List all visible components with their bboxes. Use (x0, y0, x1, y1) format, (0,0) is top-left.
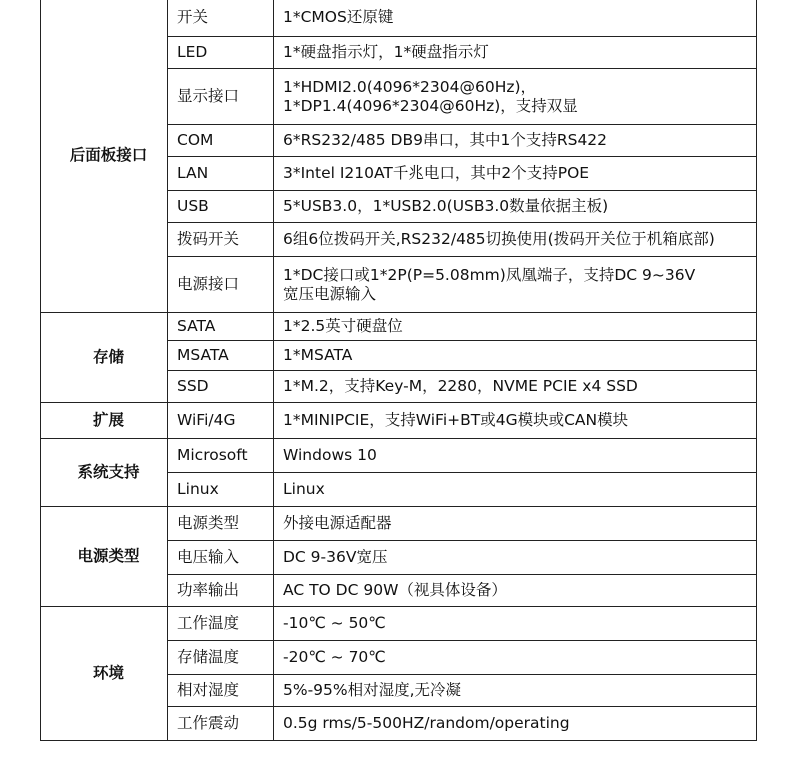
table-row (41, 313, 757, 341)
spec-value-line: Windows 10 (283, 446, 377, 464)
spec-value-line: 1*硬盘指示灯，1*硬盘指示灯 (283, 43, 489, 61)
spec-value (274, 473, 757, 507)
spec-label: 显示接口 (168, 69, 274, 125)
table-row (41, 439, 757, 473)
spec-value-line: 6组6位拨码开关,RS232/485切换使用(拨码开关位于机箱底部) (283, 230, 715, 248)
spec-value-line: 1*2.5英寸硬盘位 (283, 317, 403, 335)
spec-value (274, 403, 757, 439)
spec-value-line: 5%-95%相对湿度,无冷凝 (283, 681, 462, 699)
spec-value (274, 541, 757, 575)
category-cell: 电源类型 (41, 507, 168, 607)
table-row (41, 607, 757, 641)
spec-value (274, 707, 757, 741)
spec-value-line: 6*RS232/485 DB9串口，其中1个支持RS422 (283, 131, 608, 149)
spec-value-line: 宽压电源输入 (283, 284, 377, 303)
spec-value (274, 257, 757, 313)
table-row (41, 507, 757, 541)
spec-label: 开关 (168, 0, 274, 37)
spec-value-line: 1*MINIPCIE，支持WiFi+BT或4G模块或CAN模块 (283, 411, 629, 429)
spec-value (274, 157, 757, 191)
spec-label: LED (168, 37, 274, 69)
spec-value-line: 外接电源适配器 (283, 514, 392, 532)
spec-table-body (41, 0, 757, 741)
spec-label: 电源接口 (168, 257, 274, 313)
spec-value-line: 0.5g rms/5-500HZ/random/operating (283, 714, 570, 732)
spec-value-line: 1*CMOS还原键 (283, 8, 394, 26)
category-cell: 扩展 (41, 403, 168, 439)
spec-value (274, 69, 757, 125)
table-row (41, 403, 757, 439)
spec-label: USB (168, 191, 274, 223)
spec-label: SATA (168, 313, 274, 341)
spec-value (274, 37, 757, 69)
spec-value (274, 313, 757, 341)
spec-value-line: 1*HDMI2.0(4096*2304@60Hz)， (283, 77, 537, 96)
spec-label: 电压输入 (168, 541, 274, 575)
spec-label: 电源类型 (168, 507, 274, 541)
spec-value-line: DC 9-36V宽压 (283, 548, 388, 566)
spec-value (274, 125, 757, 157)
spec-label: 存储温度 (168, 641, 274, 675)
spec-label: SSD (168, 371, 274, 403)
spec-value-line: -10℃ ~ 50℃ (283, 614, 386, 632)
spec-label: 工作温度 (168, 607, 274, 641)
spec-value-line: 3*Intel I210AT千兆电口，其中2个支持POE (283, 164, 590, 182)
spec-label: 工作震动 (168, 707, 274, 741)
category-cell: 存储 (41, 313, 168, 403)
spec-label: Microsoft (168, 439, 274, 473)
spec-label: WiFi/4G (168, 403, 274, 439)
spec-value (274, 439, 757, 473)
spec-value (274, 341, 757, 371)
spec-label: Linux (168, 473, 274, 507)
spec-table (40, 0, 757, 741)
spec-value-line: AC TO DC 90W（视具体设备） (283, 581, 507, 599)
spec-value (274, 0, 757, 37)
spec-value-line: Linux (283, 480, 325, 498)
spec-value (274, 675, 757, 707)
spec-label: MSATA (168, 341, 274, 371)
spec-value-line: 1*MSATA (283, 346, 353, 364)
spec-value-line: 5*USB3.0，1*USB2.0(USB3.0数量依据主板) (283, 197, 609, 215)
spec-label: 相对湿度 (168, 675, 274, 707)
spec-value (274, 641, 757, 675)
category-cell: 后面板接口 (41, 0, 168, 313)
category-cell: 环境 (41, 607, 168, 741)
spec-label: 拨码开关 (168, 223, 274, 257)
spec-value-line: 1*M.2，支持Key-M，2280，NVME PCIE x4 SSD (283, 377, 638, 395)
spec-value-line: -20℃ ~ 70℃ (283, 648, 386, 666)
spec-value-line: 1*DP1.4(4096*2304@60Hz)，支持双显 (283, 96, 578, 115)
spec-value (274, 223, 757, 257)
category-cell: 系统支持 (41, 439, 168, 507)
spec-value (274, 575, 757, 607)
table-row (41, 0, 757, 37)
spec-value (274, 191, 757, 223)
spec-value (274, 607, 757, 641)
spec-value (274, 371, 757, 403)
spec-value-line: 1*DC接口或1*2P(P=5.08mm)凤凰端子，支持DC 9~36V (283, 265, 696, 284)
spec-value (274, 507, 757, 541)
spec-label: 功率输出 (168, 575, 274, 607)
spec-label: LAN (168, 157, 274, 191)
spec-label: COM (168, 125, 274, 157)
